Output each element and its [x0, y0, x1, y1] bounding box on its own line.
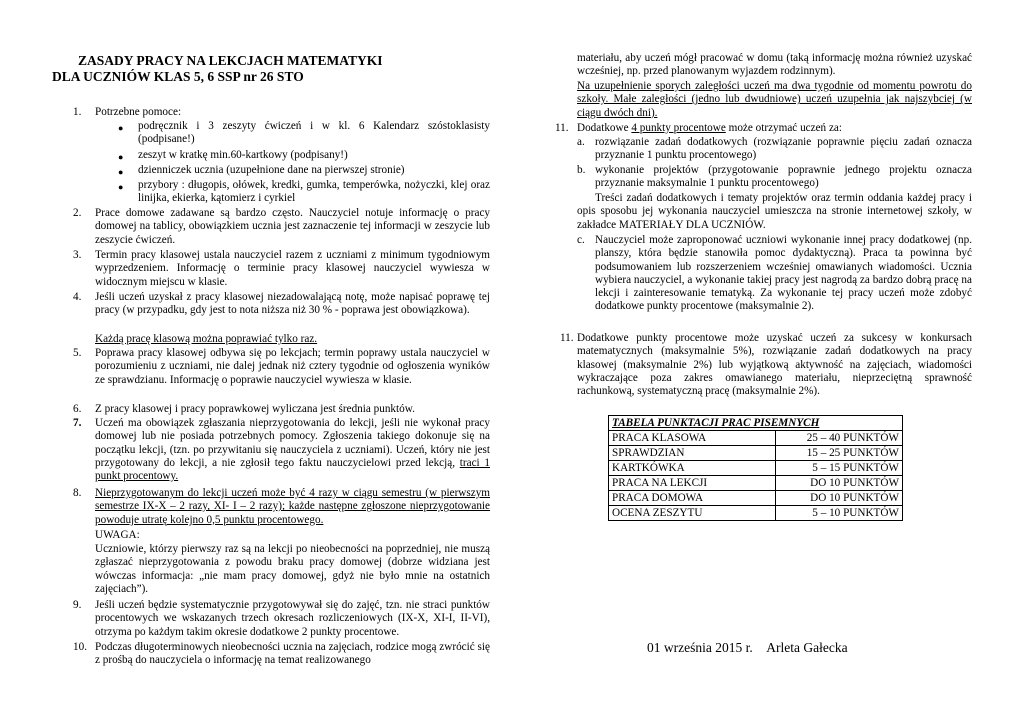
item-10-text: Podczas długoterminowych nieobecności ucznia na zajęciach, rodzice mogą zwrócić się z prośbą do nauczyciela o informację na temat realizowanego [95, 641, 490, 667]
bullet-item: podręcznik i 3 zeszyty ćwiczeń i w kl. 6 Kalendarz szóstoklasisty (podpisane!) [138, 120, 490, 146]
subitem-letter: b. [577, 164, 586, 176]
item-number: 9. [73, 599, 82, 611]
item-number: 4. [73, 291, 82, 303]
bullet-icon: ● [118, 123, 124, 133]
item-number: 6. [73, 403, 82, 415]
item-9-text: Jeśli uczeń będzie systematycznie przygotowywał się do zajęć, tzn. nie straci punktów procentowych we wskazanych trzech okresach rozliczeniowych (IX-X, XI-I, II-VI), otrzyma po każdym takim okresie dodatkowe 2 punkty procentowe. [95, 599, 490, 638]
item-number: 8. [73, 487, 82, 499]
item-5-text: Poprawa pracy klasowej odbywa się po lekcjach; termin poprawy ustala nauczyciel w porozumieniu z uczniami, nie dalej jednak niż cztery tygodnie od ogłoszenia wyników ze sprawdzianu. Informację o poprawie nauczyciel wywiesza w klasie. [95, 347, 490, 386]
item-number: 7. [73, 417, 82, 429]
item-number: 2. [73, 207, 82, 219]
table-row [609, 461, 903, 476]
table-cell-type: PRACA NA LEKCJI [609, 476, 776, 491]
signature-line [647, 641, 848, 654]
bullet-icon: ● [118, 152, 124, 162]
table-cell-points: 5 – 15 PUNKTÓW [776, 461, 903, 476]
table-cell-type: PRACA KLASOWA [609, 431, 776, 446]
table-cell-type: OCENA ZESZYTU [609, 506, 776, 521]
item-11-pre: Dodatkowe [577, 122, 629, 134]
points-table [608, 415, 903, 521]
table-row [609, 446, 903, 461]
item-number: 10. [73, 641, 87, 653]
item-4-note: Każdą pracę klasową można poprawiać tylko raz. [95, 333, 318, 345]
subitem-c-text: Nauczyciel może zaproponować uczniowi wykonanie innej pracy dodatkowej (np. planszy, która będzie stanowiła pomoc dydaktyczną). Praca ta powinna być podsumowaniem lub rozszerzeniem wcześniej omawianych wiadomości. Ucznia wybiera nauczyciel, a wykonanie takiej pracy jest nagrodą za bardzo dobrą pracę na lekcji i zainteresowanie tematyką. Za wykonanie tej pracy uczeń może zdobyć dodatkowe punkty procentowe (maksymalnie 2). [595, 234, 972, 313]
item-number: 11. [555, 122, 569, 134]
bullet-icon: ● [118, 182, 124, 192]
item-1-text: Potrzebne pomoce: [95, 106, 182, 118]
item-11b-text: Dodatkowe punkty procentowe może uzyskać uczeń za sukcesy w konkursach matematycznych (maksymalnie 5%), rozwiązanie zadań dodatkowych na pracy klasowej (maksymalnie 2%) lub wyjątkową aktywność na zajęciach, wiadomości wykraczające poza zakres omawianego materiału, nieprzeciętną sprawność rachunkową, systematyczną pracę (maksymalnie 2%). [577, 332, 972, 398]
item-10-continuation: materiału, aby uczeń mógł pracować w domu (taką informację można również uzyskać wcześniej, np. przed planowanym wyjazdem rodzinnym). [577, 52, 972, 78]
signature-date: 01 września 2015 r. [647, 640, 753, 655]
bullet-icon: ● [118, 167, 124, 177]
item-number: 11. [560, 332, 574, 344]
bullet-item: dzienniczek ucznia (uzupełnione dane na pierwszej stronie) [138, 164, 405, 176]
document-title-line1: ZASADY PRACY NA LEKCJACH MATEMATYKI [78, 53, 383, 68]
subitem-letter: a. [577, 136, 585, 148]
table-cell-points: 5 – 10 PUNKTÓW [776, 506, 903, 521]
table-cell-points: DO 10 PUNKTÓW [776, 491, 903, 506]
item-11-text [577, 122, 972, 135]
item-10-underlined: Na uzupełnienie sporych zaległości uczeń ma dwa tygodnie od momentu powrotu do szkoły. Małe zaległości (jedno lub dwudniowe) uczeń uzupełnia jak najszybciej (w ciągu dwóch dni). [577, 80, 972, 119]
item-4-text: Jeśli uczeń uzyskał z pracy klasowej niezadowalającą notę, może napisać poprawę tej pracy (w przypadku, gdy jest to nota niższa niż 30 % - poprawa jest obowiązkowa). [95, 291, 490, 317]
table-cell-points: 15 – 25 PUNKTÓW [776, 446, 903, 461]
item-3-text: Termin pracy klasowej ustala nauczyciel razem z uczniami z minimum tygodniowym wyprzedzeniem. Informację o terminie pracy klasowej nauczyciel wywiesza w widocznym miejscu w klasie. [95, 249, 490, 288]
item-8-text: Nieprzygotowanym do lekcji uczeń może być 4 razy w ciągu semestru (w pierwszym semestrze IX-X – 2 razy, XI- I – 2 razy); każde następne zgłoszone nieprzygotowanie powoduje utratę kolejno 0,5 punktu procentowego. [95, 487, 490, 526]
table-row [609, 491, 903, 506]
table-cell-type: SPRAWDZIAN [609, 446, 776, 461]
item-7-main: Uczeń ma obowiązek zgłaszania nieprzygotowania do lekcji, jeśli nie wykonał pracy domowej lub nie posiada potrzebnych pomocy. Zgłoszenia takiego dokonuje się na początku lekcji, (tzn. po przywitaniu się nauczyciela z uczniami). Uczeń, który nie jest przygotowany do lekcji, a nie zgłosił tego faktu nauczycielowi przed lekcją, [95, 417, 490, 469]
table-row [609, 476, 903, 491]
uwaga-heading: UWAGA: [95, 529, 140, 541]
subitem-b-text: wykonanie projektów (przygotowanie poprawnie jednego projektu oznacza przyznanie maksymalnie 1 punktu procentowego) [595, 164, 972, 190]
subitem-a-text: rozwiązanie zadań dodatkowych (rozwiązanie poprawnie pięciu zadań oznacza przyznanie 1 punktu procentowego) [595, 136, 972, 162]
item-number: 3. [73, 249, 82, 261]
table-header: TABELA PUNKTACJI PRAC PISEMNYCH [609, 416, 903, 431]
document-title-line2: DLA UCZNIÓW KLAS 5, 6 SSP nr 26 STO [52, 69, 304, 84]
bullet-item: zeszyt w kratkę min.60-kartkowy (podpisany!) [138, 149, 348, 161]
subitem-letter: c. [577, 234, 585, 246]
item-number: 5. [73, 347, 82, 359]
item-11-points: 4 punkty procentowe [631, 122, 726, 134]
table-cell-points: DO 10 PUNKTÓW [776, 476, 903, 491]
item-7-text [95, 417, 490, 483]
item-2-text: Prace domowe zadawane są bardzo często. Nauczyciel notuje informację o pracy domowej na tablicy, obowiązkiem ucznia jest zaznaczenie tej informacji w zeszycie lub zeszycie ćwiczeń. [95, 207, 490, 246]
item-11-post: może otrzymać uczeń za: [728, 122, 842, 134]
item-7-penalty: traci 1 punkt procentowy. [95, 456, 490, 483]
table-cell-points: 25 – 40 PUNKTÓW [776, 431, 903, 446]
subitem-b-extra: Treści zadań dodatkowych i tematy projektów oraz termin oddania każdej pracy i opis sposobu jej wykonania nauczyciel umieszcza na stronie internetowej szkoły, w zakładce MATERIAŁY DLA UCZNIÓW. [577, 192, 972, 231]
uwaga-text: Uczniowie, którzy pierwszy raz są na lekcji po nieobecności na poprzedniej, nie muszą zgłaszać nieprzygotowania z powodu braku pracy domowej (dobrze widziana jest wówczas informacja: „nie mam pracy domowej, gdyż nie było mnie na ostatnich zajęciach”). [95, 543, 490, 595]
table-cell-type: KARTKÓWKA [609, 461, 776, 476]
item-number: 1. [73, 106, 82, 118]
item-6-text: Z pracy klasowej i pracy poprawkowej wyliczana jest średnia punktów. [95, 403, 415, 415]
table-row [609, 431, 903, 446]
table-row [609, 506, 903, 521]
bullet-item: przybory : długopis, ołówek, kredki, gumka, temperówka, nożyczki, klej oraz linijka, ekierka, kątomierz i cyrkiel [138, 179, 490, 205]
table-cell-type: PRACA DOMOWA [609, 491, 776, 506]
signature-author: Arleta Gałecka [766, 640, 848, 655]
